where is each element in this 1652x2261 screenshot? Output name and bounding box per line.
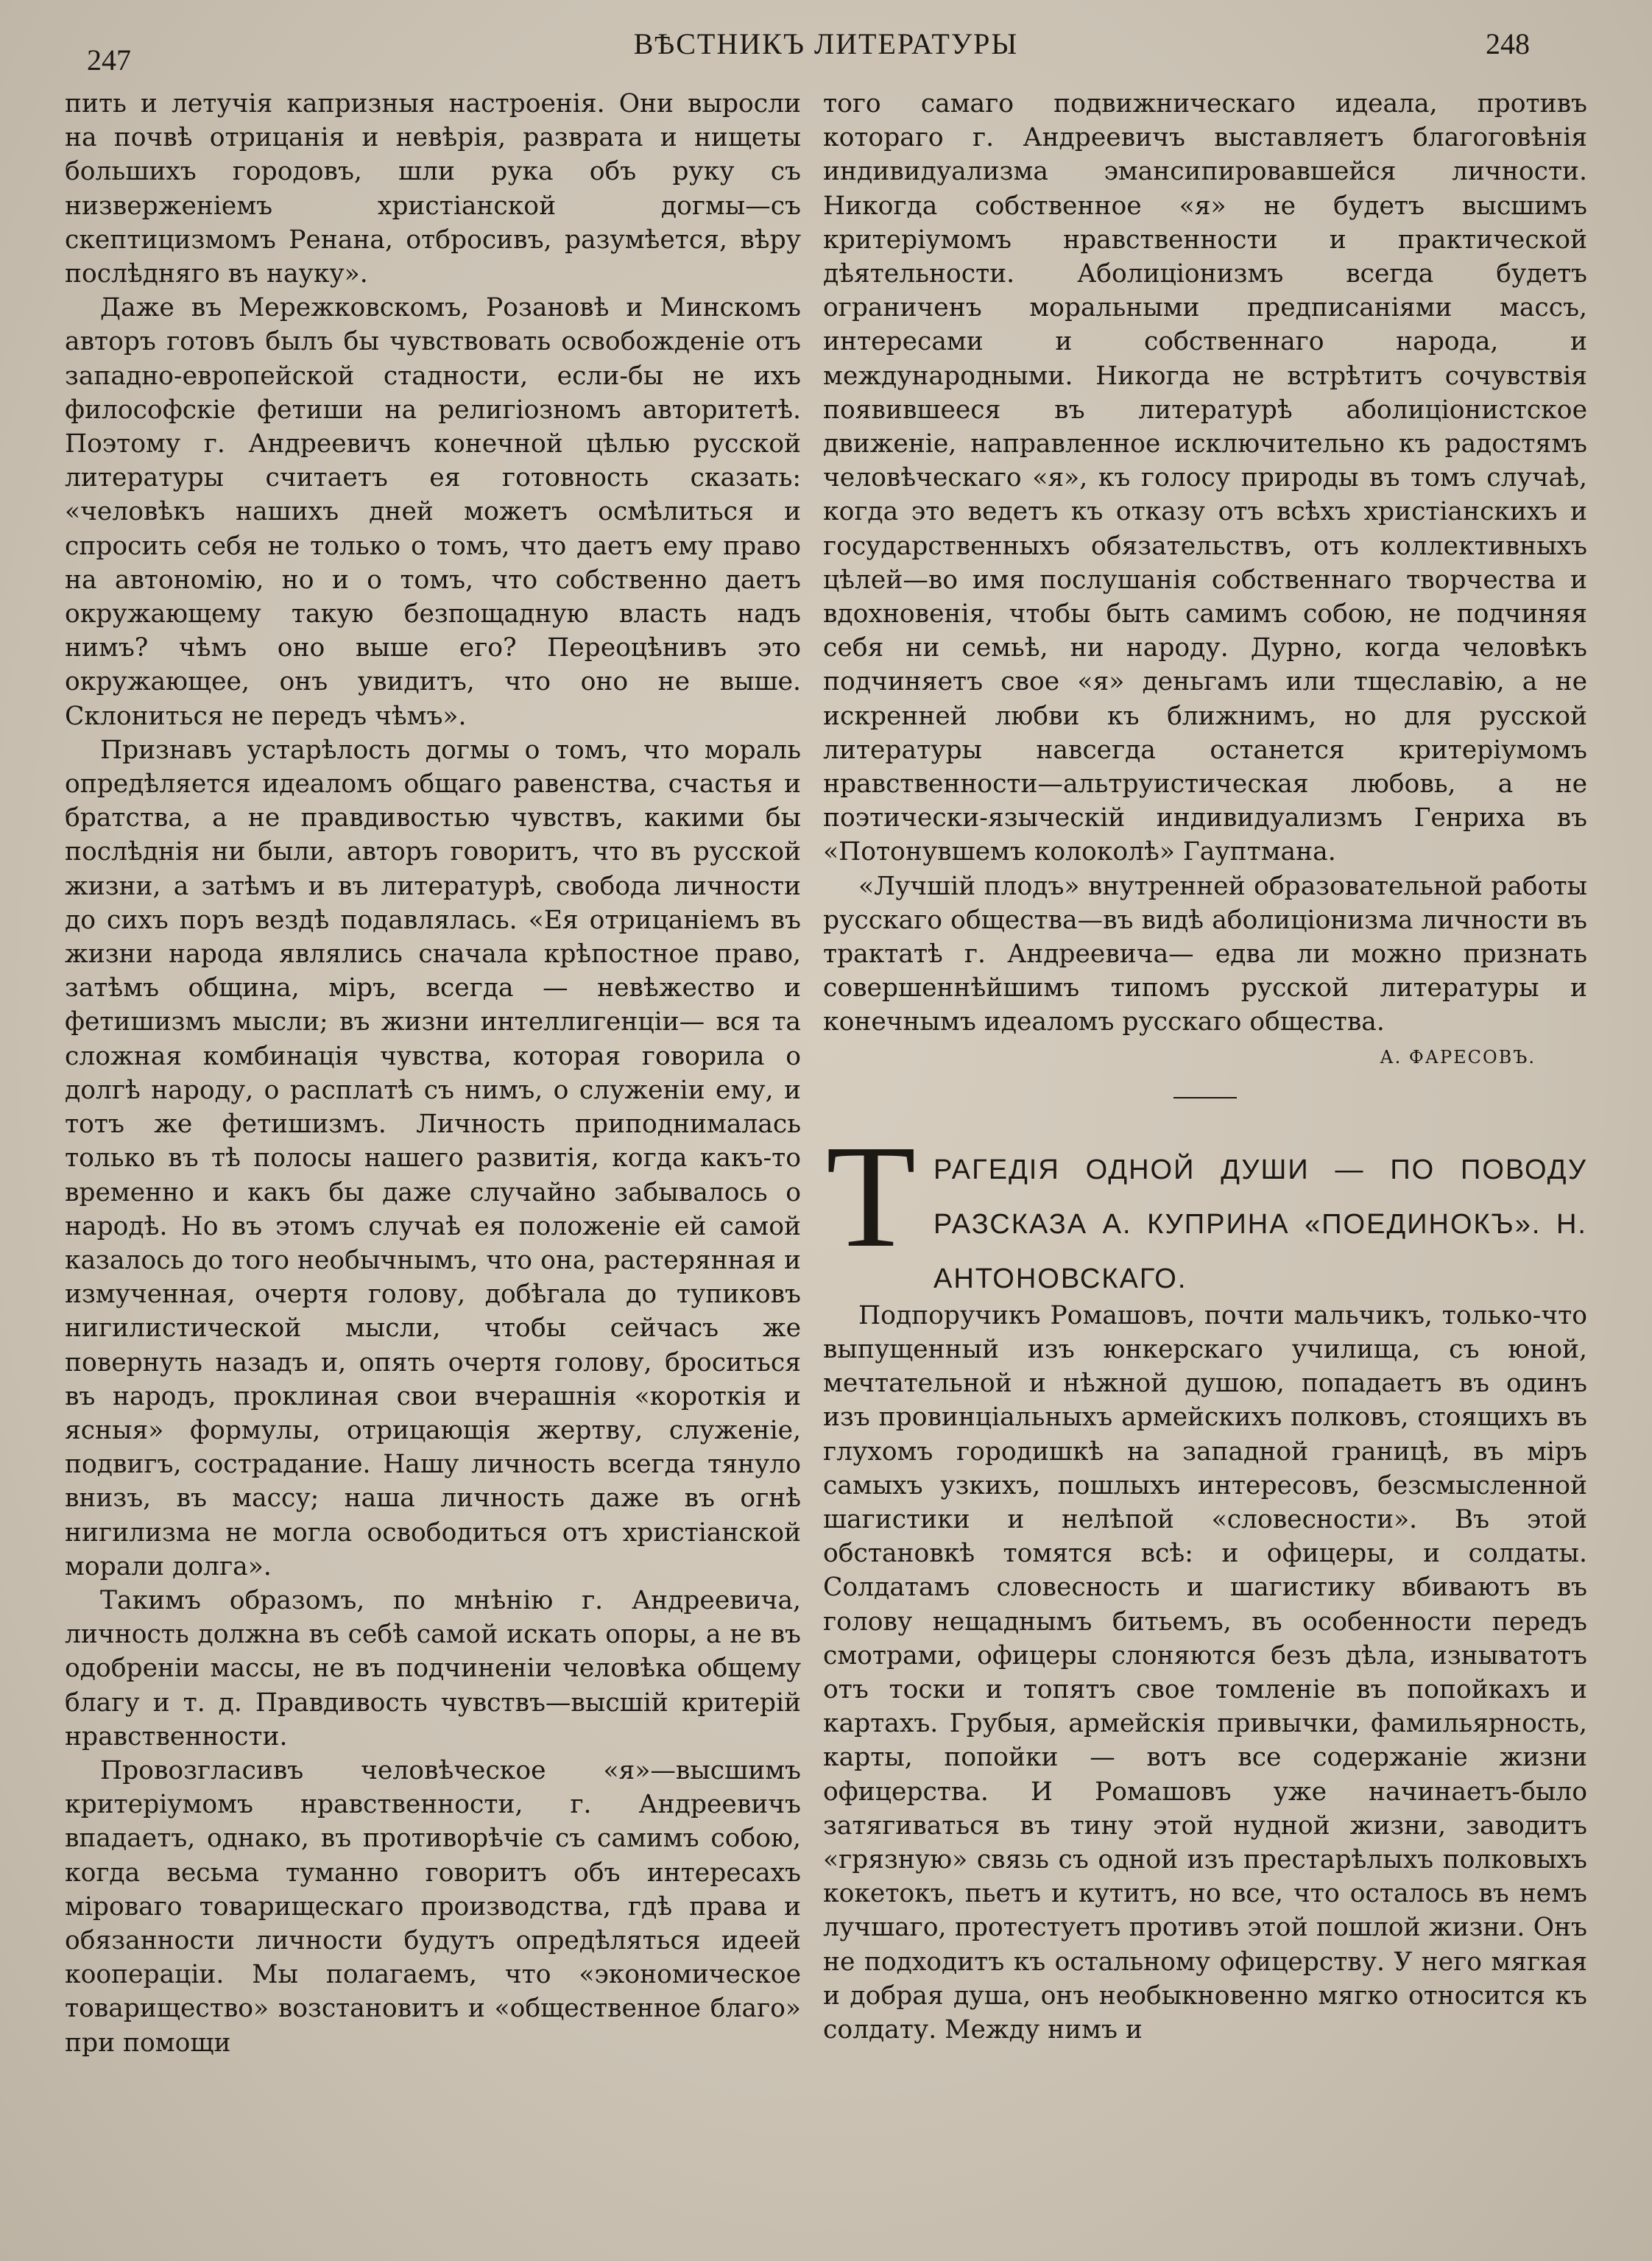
left-column	[65, 87, 801, 2232]
paragraph: «Лучшій плодъ» внутренней образовательной работы русскаго общества—въ видѣ аболиціонизма личности въ трактатѣ г. Андреевича— едва ли можно признать совершеннѣйшимъ типомъ русской литературы и конечнымъ идеаломъ русскаго общества.	[823, 871, 1587, 1037]
section-divider	[1173, 1097, 1237, 1098]
paragraph: Подпоручикъ Ромашовъ, почти мальчикъ, только-что выпущенный изъ юнкерскаго училища, съ юной, мечтательной и нѣжной душою, попадаетъ въ одинъ изъ провинціальныхъ армейскихъ полковъ, стоящихъ въ глухомъ городишкѣ на западной границѣ, въ міръ самыхъ узкихъ, пошлыхъ интересовъ, безсмысленной шагистики и нелѣпой «словесности». Въ этой обстановкѣ томятся всѣ: и офицеры, и солдаты. Солдатамъ словесность и шагистику вбиваютъ въ голову нещаднымъ битьемъ, въ особенности передъ смотрами, офицеры слоняются безъ дѣла, изныватотъ отъ тоски и топятъ свое томленіе въ попойкахъ и картахъ. Грубыя, армейскія привычки, фамильярность, карты, попойки — вотъ все содержаніе жизни офицерства. И Ромашовъ уже начинаетъ-было затягиваться въ тину этой нудной жизни, заводитъ «грязную» связь съ одной изъ престарѣлыхъ полковыхъ кокетокъ, пьетъ и кутитъ, но все, что осталось въ немъ лучшаго, протестуетъ противъ этой пошлой жизни. Онъ не подходитъ къ остальному офицерству. У него мягкая и добрая душа, онъ необыкновенно мягко относится къ солдату. Между нимъ и	[823, 1300, 1587, 2045]
paragraph: Признавъ устарѣлость догмы о томъ, что мораль опредѣляется идеаломъ общаго равенства, счастья и братства, а не правдивостью чувствъ, какими бы послѣднія ни были, авторъ говоритъ, что въ русской жизни, а затѣмъ и въ литературѣ, свобода личности до сихъ поръ вездѣ подавлялась. «Ея отрицаніемъ въ жизни народа являлись сначала крѣпостное право, затѣмъ община, міръ, всегда — невѣжество и фетишизмъ мысли; въ жизни интеллигенціи— вся та сложная комбинація чувства, которая говорила о долгѣ народу, о расплатѣ съ нимъ, о служеніи ему, и тотъ же фетишизмъ. Личность приподнималась только въ тѣ полосы нашего развитія, когда какъ-то временно и какъ бы даже случайно забывалось о народѣ. Но въ этомъ случаѣ ея положеніе ей самой казалось до того необычнымъ, что она, растерянная и измученная, очертя голову, добѣгала до тупиковъ нигилистической мысли, чтобы сейчасъ же повернуть назадъ и, опять очертя голову, броситься въ народъ, проклиная свои вчерашнія «короткія и ясныя» формулы, отрицающія жертву, служеніе, подвигъ, сострадание. Нашу личность всегда тянуло внизъ, въ массу; наша личность даже въ огнѣ нигилизма не могла освободиться отъ христіанской морали долга».	[65, 735, 801, 1581]
page-number-right: 248	[1486, 27, 1530, 60]
page-header	[0, 27, 1652, 77]
running-title: ВѢСТНИКЪ ЛИТЕРАТУРЫ	[633, 27, 1019, 60]
author-signature: А. ФАРЕСОВЪ.	[1380, 1046, 1536, 1068]
paragraph: пить и летучія капризныя настроенія. Они выросли на почвѣ отрицанія и невѣрія, разврата и нищеты большихъ городовъ, шли рука объ руку съ низверженіемъ христіанской догмы—съ скептицизмомъ Ренана, отбросивъ, разумѣется, вѣру послѣдняго въ науку».	[65, 89, 801, 289]
page-number-left: 247	[87, 43, 131, 77]
drop-cap: Т	[826, 1115, 917, 1278]
article-title: РАГЕДІЯ ОДНОЙ ДУШИ — ПО ПОВОДУ РАЗСКАЗА А. КУПРИНА «ПОЕДИНОКЪ». Н. АНТОНОВСКАГО.	[933, 1154, 1587, 1294]
article-heading	[823, 1115, 1587, 1294]
paragraph: Такимъ образомъ, по мнѣнію г. Андреевича, личность должна въ себѣ самой искать опоры, а не въ одобреніи массы, не въ подчиненіи человѣка общему благу и т. д. Правдивость чувствъ—высшій критерій нравственности.	[65, 1585, 801, 1752]
paragraph: Провозгласивъ человѣческое «я»—высшимъ критеріумомъ нравственности, г. Андреевичъ впадаетъ, однако, въ противорѣчіе съ самимъ собою, когда весьма туманно говоритъ объ интересахъ міроваго товарищескаго производства, гдѣ права и обязанности личности будутъ опредѣляться идеей коопераціи. Мы полагаемъ, что «экономическое товарищество» возстановитъ и «общественное благо» при помощи	[65, 1755, 801, 2058]
paragraph: того самаго подвижническаго идеала, противъ котораго г. Андреевичъ выставляетъ благоговѣнія индивидуализма эмансипировавшейся личности. Никогда собственное «я» не будетъ высшимъ критеріумомъ нравственности и практической дѣятельности. Аболиціонизмъ всегда будетъ ограниченъ моральными предписаніями массъ, интересами и собственнаго народа, и международными. Никогда не встрѣтитъ сочувствія появившееся въ литературѣ аболиціонистское движеніе, направленное исключительно къ радостямъ человѣческаго «я», къ голосу природы въ томъ случаѣ, когда это ведетъ къ отказу отъ всѣхъ христіанскихъ и государственныхъ обязательствъ, отъ коллективныхъ цѣлей—во имя послушанія собственнаго творчества и вдохновенія, чтобы быть самимъ собою, не подчиняя себя ни семьѣ, ни народу. Дурно, когда человѣкъ подчиняетъ свое «я» деньгамъ или тщеславію, а не искренней любви къ ближнимъ, но для русской литературы навсегда останется критеріумомъ нравственности—альтруистическая любовь, а не поэтически-языческій индивидуализмъ Генриха въ «Потонувшемъ колоколѣ» Гауптмана.	[823, 89, 1587, 867]
paragraph: Даже въ Мережковскомъ, Розановѣ и Минскомъ авторъ готовъ былъ бы чувствовать освобожденіе отъ западно-европейской стадности, если-бы не ихъ философскіе фетиши на религіозномъ авторитетѣ. Поэтому г. Андреевичъ конечной цѣлью русской литературы считаетъ ея готовность сказать: «человѣкъ нашихъ дней можетъ осмѣлиться и спросить себя не только о томъ, что даетъ ему право на автономію, но и о томъ, что собственно даетъ окружающему такую безпощадную власть надъ нимъ? чѣмъ оно выше его? Переоцѣнивъ это окружающее, онъ увидитъ, что оно не выше. Склониться не передъ чѣмъ».	[65, 293, 801, 731]
right-column	[823, 87, 1587, 2232]
